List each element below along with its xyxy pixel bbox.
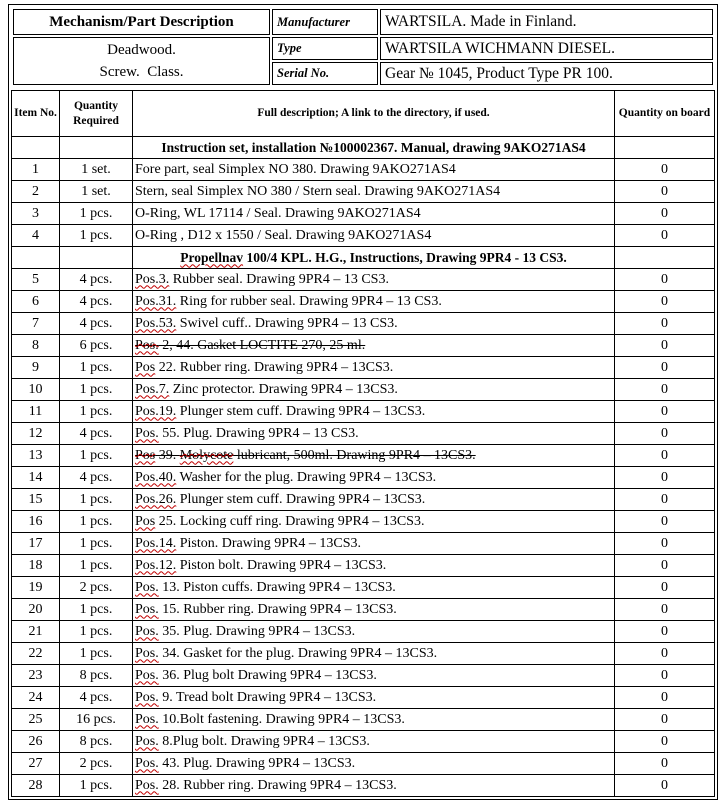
description-text: O-Ring, WL 17114 / Seal. Drawing 9AKO271AS4 xyxy=(135,205,421,221)
spellcheck-squiggle: Pos. xyxy=(135,689,159,705)
spellcheck-squiggle: Pos xyxy=(135,359,156,375)
description-cell xyxy=(133,577,615,599)
quantity-on-board-cell: 0 xyxy=(615,291,715,313)
item-no-cell: 25 xyxy=(12,709,60,731)
item-no-cell: 12 xyxy=(12,423,60,445)
description xyxy=(135,624,355,639)
quantity-required-cell: 1 pcs. xyxy=(60,533,133,555)
description-cell xyxy=(133,225,615,247)
item-no-cell: 5 xyxy=(12,269,60,291)
description xyxy=(135,536,361,551)
table-row xyxy=(12,423,715,445)
spellcheck-squiggle: Pos.14. xyxy=(135,535,177,551)
description xyxy=(135,206,421,221)
quantity-on-board-cell: 0 xyxy=(615,181,715,203)
mechanism-subtitle xyxy=(13,37,270,85)
description-cell xyxy=(133,269,615,291)
table-row xyxy=(12,379,715,401)
quantity-required-cell: 6 pcs. xyxy=(60,335,133,357)
item-no-cell: 3 xyxy=(12,203,60,225)
manufacturer-label: Manufacturer xyxy=(272,9,378,35)
table-row xyxy=(12,269,715,291)
quantity-required-cell: 1 pcs. xyxy=(60,555,133,577)
description xyxy=(135,602,397,617)
table-row xyxy=(12,291,715,313)
quantity-on-board-cell: 0 xyxy=(615,555,715,577)
item-no-cell: 15 xyxy=(12,489,60,511)
description xyxy=(135,228,431,243)
description-cell xyxy=(133,511,615,533)
description-text: Plunger stem cuff. Drawing 9PR4 – 13CS3. xyxy=(176,491,426,507)
description-text: 15. Rubber ring. Drawing 9PR4 – 13CS3. xyxy=(158,601,397,617)
serial-no-label: Serial No. xyxy=(272,62,378,85)
subtitle-line-2: Screw. Class. xyxy=(99,64,184,80)
spellcheck-squiggle: Pos.19. xyxy=(135,403,177,419)
description-cell xyxy=(133,753,615,775)
description-cell xyxy=(133,709,615,731)
spellcheck-squiggle: Pos xyxy=(135,447,156,463)
description-cell xyxy=(133,335,615,357)
table-row xyxy=(12,533,715,555)
description-cell xyxy=(133,489,615,511)
description xyxy=(135,492,425,507)
table-row xyxy=(12,621,715,643)
quantity-required-cell: 1 pcs. xyxy=(60,225,133,247)
description-text: 39. xyxy=(155,447,180,463)
description-text: Zinc protector. Drawing 9PR4 – 13CS3. xyxy=(169,381,398,397)
description xyxy=(135,580,396,595)
description xyxy=(135,404,425,419)
description xyxy=(135,360,393,375)
quantity-required-line-1: Quantity xyxy=(73,99,119,112)
spellcheck-squiggle: Pos. xyxy=(135,711,159,727)
quantity-required-line-2: Required xyxy=(73,114,119,127)
table-row xyxy=(12,709,715,731)
description-text: 8.Plug bolt. Drawing 9PR4 – 13CS3. xyxy=(158,733,370,749)
table-row xyxy=(12,357,715,379)
table-row xyxy=(12,599,715,621)
quantity-on-board-cell: 0 xyxy=(615,357,715,379)
description xyxy=(135,294,442,309)
item-no-cell: 7 xyxy=(12,313,60,335)
description-cell xyxy=(133,313,615,335)
description xyxy=(135,756,355,771)
struck-description xyxy=(135,338,365,353)
empty-cell xyxy=(12,137,60,159)
table-row xyxy=(12,511,715,533)
spellcheck-squiggle: Pos xyxy=(135,513,156,529)
description-text: 10.Bolt fastening. Drawing 9PR4 – 13CS3. xyxy=(158,711,405,727)
description-cell xyxy=(133,181,615,203)
quantity-on-board-cell: 0 xyxy=(615,621,715,643)
description-cell xyxy=(133,467,615,489)
quantity-on-board-cell: 0 xyxy=(615,467,715,489)
description xyxy=(135,734,370,749)
quantity-required-cell: 16 pcs. xyxy=(60,709,133,731)
item-no-cell: 24 xyxy=(12,687,60,709)
spellcheck-squiggle: Pos. xyxy=(135,667,159,683)
quantity-required-cell: 2 pcs. xyxy=(60,577,133,599)
quantity-required-cell: 1 pcs. xyxy=(60,445,133,467)
empty-cell xyxy=(615,247,715,269)
column-header-row xyxy=(12,91,715,137)
spellcheck-squiggle: Pos. xyxy=(135,733,159,749)
subtitle-line-1: Deadwood. xyxy=(107,42,176,58)
table-row xyxy=(12,313,715,335)
description-cell xyxy=(133,775,615,797)
spellcheck-squiggle: Molycote xyxy=(179,447,234,463)
serial-no-value: Gear № 1045, Product Type PR 100. xyxy=(380,62,713,85)
quantity-on-board-cell: 0 xyxy=(615,225,715,247)
description xyxy=(135,316,398,331)
parts-table-body xyxy=(12,137,715,797)
table-row xyxy=(12,225,715,247)
quantity-on-board-cell: 0 xyxy=(615,379,715,401)
description-text: O-Ring , D12 x 1550 / Seal. Drawing 9AKO271AS4 xyxy=(135,227,432,243)
description xyxy=(135,778,397,793)
item-no-cell: 14 xyxy=(12,467,60,489)
description-text: Ring for rubber seal. Drawing 9PR4 – 13 CS3. xyxy=(176,293,442,309)
spellcheck-squiggle: Pos.31. xyxy=(135,293,177,309)
description-text: Washer for the plug. Drawing 9PR4 – 13CS3. xyxy=(176,469,437,485)
spellcheck-squiggle: Pos.3. xyxy=(135,271,170,287)
description-cell xyxy=(133,665,615,687)
quantity-on-board-cell: 0 xyxy=(615,489,715,511)
quantity-on-board-cell: 0 xyxy=(615,159,715,181)
quantity-on-board-cell: 0 xyxy=(615,203,715,225)
item-no-cell: 9 xyxy=(12,357,60,379)
description xyxy=(135,646,437,661)
description xyxy=(135,162,456,177)
section-heading xyxy=(133,247,615,269)
table-row xyxy=(12,401,715,423)
description-cell xyxy=(133,621,615,643)
manufacturer-value: WARTSILA. Made in Finland. xyxy=(380,9,713,35)
description-text: Stern, seal Simplex NO 380 / Stern seal. Drawing 9AKO271AS4 xyxy=(135,183,501,199)
quantity-on-board-cell: 0 xyxy=(615,599,715,621)
quantity-on-board-cell: 0 xyxy=(615,511,715,533)
description xyxy=(135,272,389,287)
quantity-required-cell: 1 pcs. xyxy=(60,357,133,379)
description xyxy=(135,558,386,573)
quantity-on-board-cell: 0 xyxy=(615,533,715,555)
quantity-required-cell: 1 pcs. xyxy=(60,775,133,797)
description-text: 25. Locking cuff ring. Drawing 9PR4 – 13CS3. xyxy=(155,513,425,529)
item-no-cell: 2 xyxy=(12,181,60,203)
quantity-required-cell: 1 pcs. xyxy=(60,511,133,533)
description-cell xyxy=(133,423,615,445)
description-cell xyxy=(133,643,615,665)
quantity-required-cell: 4 pcs. xyxy=(60,687,133,709)
quantity-on-board-cell: 0 xyxy=(615,643,715,665)
quantity-on-board-cell: 0 xyxy=(615,401,715,423)
description-cell xyxy=(133,599,615,621)
spellcheck-squiggle: Pos. xyxy=(135,337,159,353)
description-cell xyxy=(133,731,615,753)
table-row xyxy=(12,577,715,599)
spellcheck-squiggle: Pos. xyxy=(135,777,159,793)
table-row xyxy=(12,731,715,753)
quantity-required-cell: 1 pcs. xyxy=(60,599,133,621)
description-text: 22. Rubber ring. Drawing 9PR4 – 13CS3. xyxy=(155,359,394,375)
spellcheck-squiggle: Pos. xyxy=(135,579,159,595)
table-row xyxy=(12,445,715,467)
description-text: 9. Tread bolt Drawing 9PR4 – 13CS3. xyxy=(158,689,377,705)
description-text: Fore part, seal Simplex NO 380. Drawing 9AKO271AS4 xyxy=(135,161,456,177)
description-cell xyxy=(133,357,615,379)
quantity-on-board-cell: 0 xyxy=(615,775,715,797)
quantity-required-cell: 1 set. xyxy=(60,159,133,181)
quantity-on-board-cell: 0 xyxy=(615,709,715,731)
item-no-cell: 20 xyxy=(12,599,60,621)
description-text: 34. Gasket for the plug. Drawing 9PR4 – 13CS3. xyxy=(158,645,438,661)
spellcheck-squiggle: Pos. xyxy=(135,755,159,771)
section-heading-row xyxy=(12,247,715,269)
description xyxy=(135,470,436,485)
quantity-required-cell: 1 pcs. xyxy=(60,379,133,401)
column-header-full-description: Full description; A link to the directory, if used. xyxy=(133,91,615,137)
spellcheck-squiggle: Propellnav xyxy=(180,249,244,265)
quantity-required-cell: 4 pcs. xyxy=(60,467,133,489)
quantity-required-cell: 1 pcs. xyxy=(60,489,133,511)
table-row xyxy=(12,753,715,775)
item-no-cell: 27 xyxy=(12,753,60,775)
table-row xyxy=(12,643,715,665)
table-row xyxy=(12,335,715,357)
item-no-cell: 18 xyxy=(12,555,60,577)
quantity-required-cell: 1 set. xyxy=(60,181,133,203)
description-text: Piston bolt. Drawing 9PR4 – 13CS3. xyxy=(176,557,387,573)
column-header-quantity-on-board: Quantity on board xyxy=(615,91,715,137)
quantity-required-cell: 8 pcs. xyxy=(60,665,133,687)
description-text: Plunger stem cuff. Drawing 9PR4 – 13CS3. xyxy=(176,403,426,419)
quantity-required-cell: 4 pcs. xyxy=(60,269,133,291)
item-no-cell: 22 xyxy=(12,643,60,665)
table-row xyxy=(12,489,715,511)
quantity-required-cell: 4 pcs. xyxy=(60,313,133,335)
quantity-required-cell: 1 pcs. xyxy=(60,621,133,643)
quantity-required-cell: 1 pcs. xyxy=(60,401,133,423)
item-no-cell: 8 xyxy=(12,335,60,357)
spellcheck-squiggle: Pos. xyxy=(135,601,159,617)
table-row xyxy=(12,159,715,181)
spellcheck-squiggle: Pos.40. xyxy=(135,469,177,485)
type-value: WARTSILA WICHMANN DIESEL. xyxy=(380,37,713,60)
quantity-on-board-cell: 0 xyxy=(615,577,715,599)
item-no-cell: 23 xyxy=(12,665,60,687)
item-no-cell: 10 xyxy=(12,379,60,401)
item-no-cell: 16 xyxy=(12,511,60,533)
description-cell xyxy=(133,159,615,181)
document-sheet xyxy=(8,4,718,800)
item-no-cell: 17 xyxy=(12,533,60,555)
quantity-required-cell: 4 pcs. xyxy=(60,423,133,445)
description-cell xyxy=(133,533,615,555)
spellcheck-squiggle: Pos. xyxy=(135,645,159,661)
spellcheck-squiggle: Pos. xyxy=(135,623,159,639)
description-cell xyxy=(133,401,615,423)
quantity-on-board-cell: 0 xyxy=(615,687,715,709)
document-title: Mechanism/Part Description xyxy=(13,9,270,35)
quantity-required-cell: 4 pcs. xyxy=(60,291,133,313)
quantity-on-board-cell: 0 xyxy=(615,753,715,775)
struck-description xyxy=(135,448,476,463)
header-block xyxy=(11,7,715,87)
quantity-required-cell: 2 pcs. xyxy=(60,753,133,775)
description-cell xyxy=(133,291,615,313)
description-text: 28. Rubber ring. Drawing 9PR4 – 13CS3. xyxy=(158,777,397,793)
description-text: 2, 44. Gasket LOCTITE 270, 25 ml. xyxy=(158,337,366,353)
description xyxy=(135,184,500,199)
table-row xyxy=(12,665,715,687)
item-no-cell: 11 xyxy=(12,401,60,423)
spellcheck-squiggle: Pos.26. xyxy=(135,491,177,507)
item-no-cell: 26 xyxy=(12,731,60,753)
quantity-on-board-cell: 0 xyxy=(615,665,715,687)
parts-table xyxy=(11,90,715,797)
quantity-required-cell: 1 pcs. xyxy=(60,203,133,225)
description-text: lubricant, 500ml. Drawing 9PR4 – 13CS3. xyxy=(233,447,476,463)
table-row xyxy=(12,687,715,709)
description xyxy=(135,690,376,705)
table-row xyxy=(12,467,715,489)
description-text: Instruction set, installation №100002367. Manual, drawing 9AKO271AS4 xyxy=(161,139,586,155)
description-text: 35. Plug. Drawing 9PR4 – 13CS3. xyxy=(158,623,356,639)
spellcheck-squiggle: Pos. xyxy=(135,425,159,441)
description-text: Rubber seal. Drawing 9PR4 – 13 CS3. xyxy=(169,271,389,287)
item-no-cell: 13 xyxy=(12,445,60,467)
spellcheck-squiggle: Pos.53. xyxy=(135,315,177,331)
column-header-quantity-required xyxy=(60,91,133,137)
empty-cell xyxy=(60,137,133,159)
description xyxy=(135,668,377,683)
item-no-cell: 4 xyxy=(12,225,60,247)
empty-cell xyxy=(60,247,133,269)
quantity-on-board-cell: 0 xyxy=(615,445,715,467)
description-cell xyxy=(133,687,615,709)
description-text: 100/4 KPL. H.G., Instructions, Drawing 9PR4 - 13 CS3. xyxy=(243,249,567,265)
description xyxy=(135,426,359,441)
quantity-required-cell: 1 pcs. xyxy=(60,643,133,665)
description-text: 13. Piston cuffs. Drawing 9PR4 – 13CS3. xyxy=(158,579,396,595)
description-text: 36. Plug bolt Drawing 9PR4 – 13CS3. xyxy=(158,667,377,683)
quantity-on-board-cell: 0 xyxy=(615,313,715,335)
section-heading xyxy=(133,137,615,159)
quantity-on-board-cell: 0 xyxy=(615,731,715,753)
quantity-on-board-cell: 0 xyxy=(615,423,715,445)
item-no-cell: 21 xyxy=(12,621,60,643)
description-cell xyxy=(133,555,615,577)
quantity-on-board-cell: 0 xyxy=(615,269,715,291)
table-row xyxy=(12,555,715,577)
description-text: 55. Plug. Drawing 9PR4 – 13 CS3. xyxy=(158,425,359,441)
type-label: Type xyxy=(272,37,378,60)
description xyxy=(135,712,405,727)
empty-cell xyxy=(12,247,60,269)
description-cell xyxy=(133,379,615,401)
item-no-cell: 28 xyxy=(12,775,60,797)
item-no-cell: 19 xyxy=(12,577,60,599)
section-heading-row xyxy=(12,137,715,159)
column-header-item-no: Item No. xyxy=(12,91,60,137)
spellcheck-squiggle: Pos.7. xyxy=(135,381,170,397)
item-no-cell: 6 xyxy=(12,291,60,313)
table-row xyxy=(12,775,715,797)
quantity-required-cell: 8 pcs. xyxy=(60,731,133,753)
quantity-on-board-cell: 0 xyxy=(615,335,715,357)
description-text: 43. Plug. Drawing 9PR4 – 13CS3. xyxy=(158,755,356,771)
description-cell xyxy=(133,445,615,467)
table-row xyxy=(12,181,715,203)
description-text: Piston. Drawing 9PR4 – 13CS3. xyxy=(176,535,361,551)
description xyxy=(135,514,424,529)
empty-cell xyxy=(615,137,715,159)
description xyxy=(135,382,398,397)
description-text: Swivel cuff.. Drawing 9PR4 – 13 CS3. xyxy=(176,315,398,331)
table-row xyxy=(12,203,715,225)
spellcheck-squiggle: Pos.12. xyxy=(135,557,177,573)
description-cell xyxy=(133,203,615,225)
item-no-cell: 1 xyxy=(12,159,60,181)
